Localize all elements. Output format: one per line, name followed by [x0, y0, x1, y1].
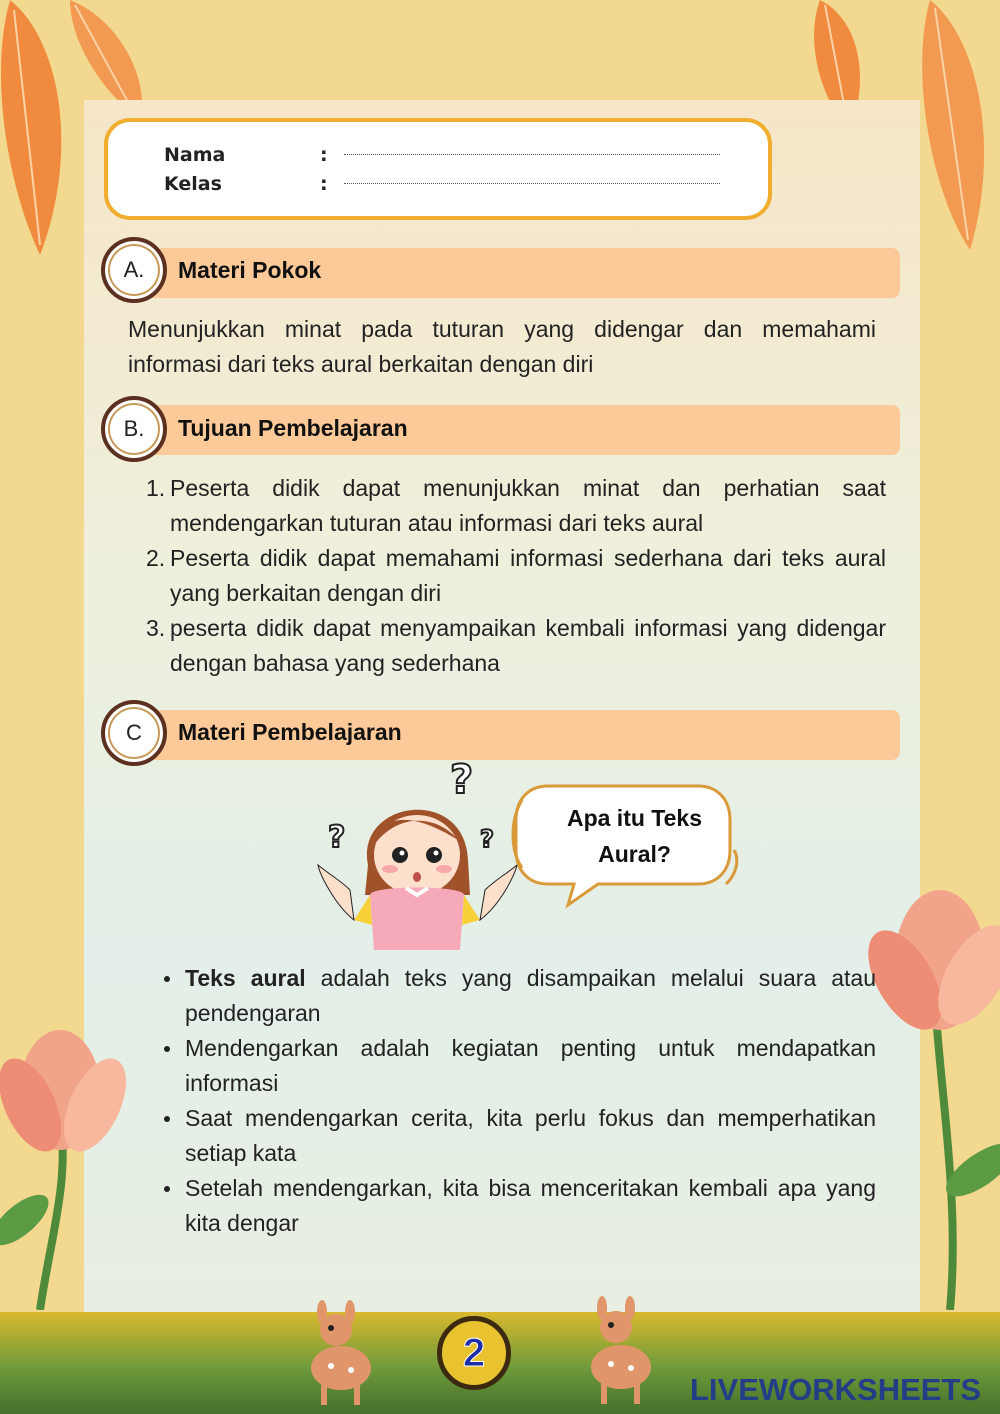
nama-field[interactable]: [344, 154, 720, 155]
section-a-badge: [101, 237, 167, 303]
deer-icon: [576, 1292, 666, 1407]
svg-text:?: ?: [480, 825, 494, 853]
material-bullet-list: [160, 961, 876, 1241]
list-item: 3. peserta didik dapat menyampaikan kembali informasi yang didengar dengan bahasa yang sederhana: [146, 615, 886, 676]
deer-icon: [296, 1298, 386, 1408]
kelas-label: Kelas: [164, 173, 222, 195]
section-a-text: Menunjukkan minat pada tuturan yang didengar dan memahami informasi dari teks aural berkaitan dengan diri: [128, 316, 876, 377]
learning-goals-list: [146, 471, 886, 681]
flower-decoration-right: [860, 870, 1000, 1310]
section-b-badge: [101, 396, 167, 462]
nama-colon: :: [320, 144, 328, 166]
page-number: 2: [462, 1330, 486, 1375]
svg-text:?: ?: [328, 820, 346, 855]
list-item: Setelah mendengarkan, kita bisa menceritakan kembali apa yang kita dengar: [160, 1171, 876, 1241]
liveworksheets-logo: LIVEWORKSHEETS: [690, 1372, 982, 1407]
list-item: Mendengarkan adalah kegiatan penting untuk mendapatkan informasi: [160, 1031, 876, 1101]
bubble-question: [532, 800, 737, 872]
student-info-box: [104, 118, 772, 220]
nama-label: Nama: [164, 144, 226, 166]
kelas-field[interactable]: [344, 183, 720, 184]
svg-text:?: ?: [450, 757, 474, 803]
list-item: Saat mendengarkan cerita, kita perlu fokus dan memperhatikan setiap kata: [160, 1101, 876, 1171]
kelas-colon: :: [320, 173, 328, 195]
section-c-badge: [101, 700, 167, 766]
list-item: Teks aural adalah teks yang disampaikan melalui suara atau pendengaran: [160, 961, 876, 1031]
section-b-letter: B.: [123, 416, 145, 441]
bubble-line-2: Aural?: [598, 841, 671, 867]
page-number-badge: [437, 1316, 511, 1390]
confused-girl-illustration: [310, 755, 525, 955]
flower-decoration-left: [0, 1010, 150, 1310]
bubble-line-1: Apa itu Teks: [566, 805, 703, 831]
section-a-title: Materi Pokok: [178, 257, 322, 283]
list-item: 1. Peserta didik dapat menunjukkan minat dan perhatian saat mendengarkan tuturan atau informasi dari teks aural: [146, 475, 886, 536]
section-b-title: Tujuan Pembelajaran: [178, 415, 408, 441]
list-item: 2. Peserta didik dapat memahami informasi sederhana dari teks aural yang berkaitan dengan diri: [146, 545, 886, 606]
section-a-letter: A.: [123, 257, 145, 282]
section-c-letter: C: [126, 720, 142, 745]
section-c-title: Materi Pembelajaran: [178, 719, 402, 745]
